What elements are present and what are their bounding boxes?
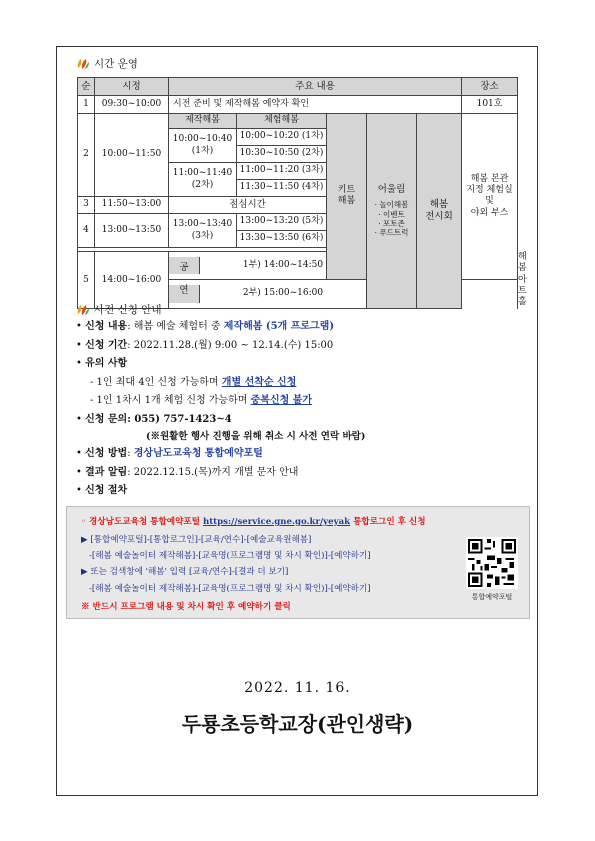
kit-label: 해봄 [337, 196, 356, 207]
perf-label: 공 [169, 257, 200, 274]
info-text: : [127, 448, 134, 459]
together-title: 어울림 [377, 184, 406, 196]
experience-slot: 10:00~10:20 (1차) [237, 129, 327, 146]
flower-icon [76, 304, 90, 316]
list-item: • 신청 절차 [76, 485, 128, 496]
making-round: (1차) [191, 145, 214, 156]
info-highlight: 경상남도교육청 통합예약포털 [133, 448, 263, 459]
info-label: 신청 기간 [85, 339, 128, 351]
place-line: 지정 체험실 [466, 185, 513, 196]
info-label: 신청 문의: 055) 757-1423~4 [85, 413, 232, 425]
row-no: 2 [78, 114, 95, 197]
qr-code-icon[interactable] [466, 537, 518, 589]
together-item: · 푸드트럭 [374, 228, 409, 238]
making-round: (3차) [191, 230, 214, 241]
row-content: 시전 준비 및 제작해봄 예약자 확인 [169, 96, 462, 114]
place-line: 야외 부스 [470, 207, 509, 218]
procedure-line: ▶ 또는 검색창에 '해봄' 입력 [교육/연수]-[결과 더 보기] [81, 567, 289, 577]
row-time: 10:00~11:50 [95, 114, 169, 197]
list-item: • 신청 문의: 055) 757-1423~4 [76, 413, 232, 425]
perf-part: 2부) 15:00~16:00 [242, 288, 324, 299]
row-time: 14:00~16:00 [95, 252, 169, 309]
header-no: 순 [78, 78, 95, 96]
row-time: 13:00~13:50 [95, 214, 169, 248]
schedule-table: 순 시정 주요 내용 장소 1 09:30~10:00 시전 준비 및 제작해봄 예약자 확인 101호 2 10:00~11:50 제작해봄 체험해봄 키트 해봄 어울림 · 놀이해봄 · 이벤트 · 포토존 · 푸드트럭 해봄 전시회 해봄 본관 지정 체험실 및 야외 부스 10:00~10:40 (1차) 10:00~10:20 (1차) 10:30~10:50 (2차) 11:00~11:40 (2차) 11:00~11:20 (3차) 11:30~11:50 (4차) 3 11:50~13:00 점심시간 4 13:00~13:50 13:00~13:40 (3차) 13:00~13:20 (5차) 13:30~13:50 (6차) 5 14:00~16:00 공 1부) 14:00~14:50 해봄 아트홀 연 2부) 15:00~16:00 [77, 77, 518, 309]
exhibit-label: 해봄 [429, 199, 449, 211]
perf-row-2 [169, 279, 367, 308]
together-item: · 놀이해봄 [374, 200, 409, 210]
procedure-warning: ※ 반드시 프로그램 내용 및 차시 확인 후 예약하기 클릭 [81, 602, 291, 612]
making-slot [169, 163, 237, 197]
header-content: 주요 내용 [169, 78, 462, 96]
place-line: 및 [485, 196, 494, 207]
procedure-text: 통합로그인 후 신청 [350, 517, 426, 527]
row-time: 09:30~10:00 [95, 96, 169, 114]
info-highlight: 제작해봄 (5개 프로그램) [223, 321, 335, 332]
section-title: 시간 운영 [94, 58, 138, 70]
together-item: · 포토존 [378, 219, 405, 229]
place-main-cell [462, 114, 518, 280]
list-item [76, 374, 516, 393]
info-text: : 2022.11.28.(월) 9:00 ~ 12.14.(수) 15:00 [127, 339, 334, 351]
perf-row-1 [169, 252, 367, 280]
row-no: 5 [78, 252, 95, 309]
info-note: (※원활한 행사 진행을 위해 취소 시 사전 연락 바람) [146, 431, 366, 442]
experience-slot: 13:00~13:20 (5차) [237, 214, 327, 231]
procedure-line [81, 515, 426, 527]
lunch-cell: 점심시간 [169, 197, 327, 214]
procedure-box [66, 506, 530, 619]
list-item: • 신청 내용: 해봄 예술 체험터 중 제작해봄 (5개 프로그램) [76, 321, 335, 332]
header-time: 시정 [95, 78, 169, 96]
making-slot [169, 129, 237, 163]
experience-slot: 10:30~10:50 (2차) [237, 146, 327, 163]
section-heading-schedule [76, 56, 138, 71]
experience-slot: 11:00~11:20 (3차) [237, 163, 327, 180]
info-label: 유의 사항 [85, 358, 128, 369]
info-text: - 1인 최대 4인 신청 가능하며 [90, 376, 222, 388]
info-text: - 1인 1차시 1개 체험 신청 가능하며 [90, 395, 251, 406]
header-place: 장소 [462, 78, 518, 96]
portal-link[interactable]: https://service.gne.go.kr/yeyak [202, 517, 351, 527]
exhibit-label: 전시회 [425, 211, 453, 223]
perf-part: 1부) 14:00~14:50 [242, 259, 324, 270]
kit-label: 키트 [337, 185, 356, 196]
making-round: (2차) [191, 179, 214, 190]
exhibit-cell [417, 114, 462, 309]
row-no: 4 [78, 214, 95, 248]
making-time: 10:00~10:40 [172, 134, 233, 145]
list-item: • 신청 기간: 2022.11.28.(월) 9:00 ~ 12.14.(수) 15:00 [76, 339, 334, 351]
list-item: • 신청 방법: 경상남도교육청 통합예약포털 [76, 448, 263, 459]
section-title: 사전 신청 안내 [94, 304, 162, 316]
list-item: • 유의 사항 [76, 358, 128, 369]
info-highlight: 중복신청 불가 [250, 395, 313, 406]
together-item: · 이벤트 [378, 209, 405, 219]
list-item [76, 429, 516, 445]
procedure-line: -[해봄 예술놀이터 제작해봄]-[교육명(프로그램명 및 차시 확인)]-[예약하기] [89, 551, 371, 561]
info-label: 신청 방법 [85, 448, 128, 459]
info-text: : 해봄 예술 체험터 중 [127, 321, 224, 332]
section-heading-application [76, 302, 162, 317]
making-time: 11:00~11:40 [172, 168, 233, 179]
procedure-line: -[해봄 예술놀이터 제작해봄]-[교육명(프로그램명 및 차시 확인)]-[예약하기] [89, 584, 371, 594]
info-text: : 2022.12.15.(목)까지 개별 문자 안내 [127, 466, 299, 478]
experience-slot: 13:30~13:50 (6차) [237, 231, 327, 248]
perf-label: 연 [169, 285, 200, 303]
making-header: 제작해봄 [169, 114, 237, 129]
qr-caption: 통합예약포털 [471, 593, 513, 601]
info-highlight: 개별 선착순 신청 [221, 376, 297, 388]
info-label: 신청 내용 [85, 321, 128, 332]
flower-icon [76, 58, 90, 70]
info-label: 신청 절차 [85, 485, 128, 496]
signer: 두룡초등학교장(관인생략) [181, 712, 414, 736]
row-no: 1 [78, 96, 95, 114]
place-line: 해봄 본관 [470, 173, 509, 184]
experience-slot: 11:30~11:50 (4차) [237, 180, 327, 197]
list-item: • 결과 알림: 2022.12.15.(목)까지 개별 문자 안내 [76, 466, 299, 478]
row-time: 11:50~13:00 [95, 197, 169, 214]
info-label: 결과 알림 [85, 466, 128, 478]
making-time: 13:00~13:40 [172, 219, 233, 230]
row-no: 3 [78, 197, 95, 214]
experience-header: 체험해봄 [237, 114, 327, 129]
together-cell [367, 114, 417, 309]
list-item [76, 392, 516, 411]
making-slot [169, 214, 237, 248]
procedure-line: ▶ [통합예약포털]-[통합로그인]-[교육/연수]-[예술교육원해봄] [81, 535, 312, 545]
row-place: 101호 [462, 96, 518, 114]
procedure-text: ◦ 경상남도교육청 통합예약포털 [81, 517, 203, 527]
application-info-list [76, 318, 516, 501]
issue-date: 2022. 11. 16. [244, 680, 351, 696]
